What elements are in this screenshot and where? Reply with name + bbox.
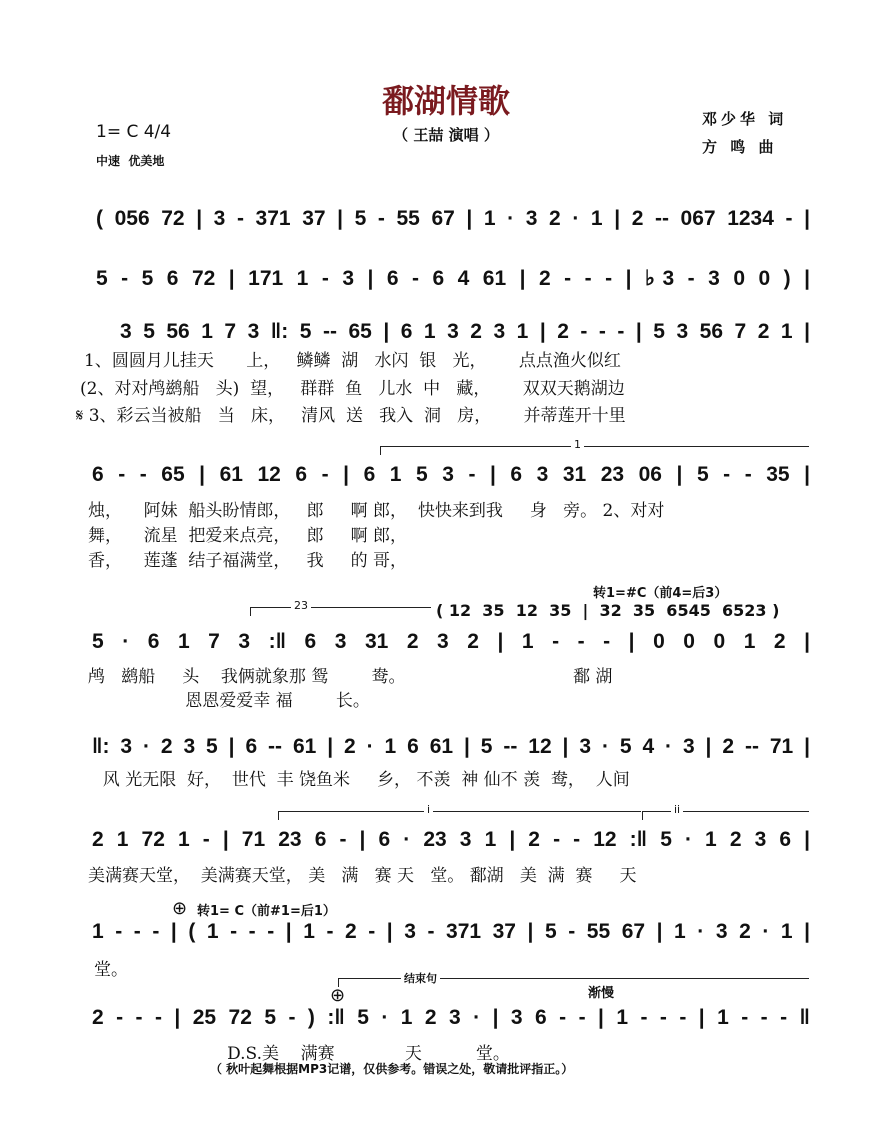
notation-row-9: 2 - - - | 25 72 5 - ) :‖ 5 · 1 2 3 · | 3 6 - - | 1 - - - | 1 - - - ‖	[92, 1006, 810, 1029]
second-ending-bracket	[250, 599, 431, 616]
song-title: 鄱湖情歌	[381, 82, 510, 120]
performer: （ 王喆 演唱 ）	[393, 126, 499, 144]
tempo-marking: 中速 优美地	[96, 154, 165, 168]
first-ending-label: 1	[571, 438, 584, 451]
coda-icon: ⊕	[172, 898, 188, 919]
lyric-line: (2、对对鸬鹚船 头) 望， 群群 鱼 儿水 中 藏， 双双天鹅湖边	[80, 379, 625, 399]
notation-row-3: 3 5 56 1 7 3 ‖: 5 -- 65 | 6 1 3 2 3 1 | 2 - - - | 5 3 56 7 2 1 |	[120, 320, 810, 343]
ending-ii-bracket	[642, 803, 809, 820]
notation-row-2: 5 - 5 6 72 | 171 1 - 3 | 6 - 6 4 61 | 2 - - - | ♭3 - 3 0 0 ) |	[96, 267, 810, 290]
interlude-notation: ( 12 35 12 35 | 32 35 6545 6523 )	[436, 601, 780, 620]
ritardando-mark: 渐慢	[588, 986, 615, 1001]
footer-note: （ 秋叶起舞根据MP3记谱，仅供参考。错误之处，敬请批评指正。）	[210, 1062, 574, 1076]
lyric-line: 堂。	[94, 960, 128, 980]
coda-bracket	[338, 972, 809, 987]
second-ending-label: 23	[291, 599, 311, 612]
notation-row-1: ( 056 72 | 3 - 371 37 | 5 - 55 67 | 1 · 3 2 · 1 | 2 -- 067 1234 - |	[96, 207, 810, 230]
lyric-line: 美满赛天堂， 美满赛天堂， 美 满 赛 天 堂。 鄱湖 美 满 赛 天	[88, 866, 637, 886]
lyric-line: 恩恩爱爱幸 福 长。	[88, 691, 370, 711]
modulation-mark: 转1= C（前#1=后1）	[197, 904, 336, 919]
notation-row-8: 1 - - - | ( 1 - - - | 1 - 2 - | 3 - 371 37 | 5 - 55 67 | 1 · 3 2 · 1 |	[92, 920, 810, 943]
ending-i-bracket	[278, 803, 641, 820]
lyric-line: 香， 莲蓬 结子福满堂， 我 的 哥，	[88, 551, 408, 571]
lyric-line: 舞， 流星 把爱来点亮， 郎 啊 郎，	[88, 526, 408, 546]
ending-i-label: i	[424, 803, 433, 816]
ending-ii-label: ii	[671, 803, 683, 816]
notation-row-5: 5 · 6 1 7 3 :‖ 6 3 31 2 3 2 | 1 - - - | 0 0 0 1 2 |	[92, 630, 810, 653]
coda-label: 结束句	[401, 970, 440, 986]
key-signature: 1= C 4/4	[96, 122, 172, 142]
notation-row-7: 2 1 72 1 - | 71 23 6 - | 6 · 23 3 1 | 2 - - 12 :‖ 5 · 1 2 3 6 |	[92, 828, 810, 851]
lyricist: 邓少华 词	[702, 110, 788, 128]
lyric-line: 𝄋 3、彩云当被船 当 床， 清风 送 我入 洞 房， 并蒂莲开十里	[76, 406, 626, 426]
notation-row-6: ‖: 3 · 2 3 5 | 6 -- 61 | 2 · 1 6 61 | 5 -- 12 | 3 · 5 4 · 3 | 2 -- 71 |	[92, 735, 810, 758]
lyric-line: 风 光无限 好， 世代 丰 饶鱼米 乡， 不羡 神 仙不 羡 鸯， 人间	[92, 770, 630, 790]
notation-row-4: 6 - - 65 | 61 12 6 - | 6 1 5 3 - | 6 3 31 23 06 | 5 - - 35 |	[92, 463, 810, 486]
modulation-mark: 转1=#C（前4=后3）	[593, 586, 728, 601]
coda-icon: ⊕	[330, 985, 346, 1006]
first-ending-bracket	[380, 438, 809, 455]
lyric-line: D.S.美 满赛 天 堂。	[92, 1044, 510, 1064]
composer: 方 鸣 曲	[702, 138, 778, 156]
lyric-line: 1、圆圆月儿挂天 上， 鳞鳞 湖 水闪 银 光， 点点渔火似红	[84, 351, 621, 371]
lyric-line: 烛， 阿妹 船头盼情郎， 郎 啊 郎， 快快来到我 身 旁。 2、对对	[88, 501, 665, 521]
lyric-line: 鸬 鹚船 头 我俩就象那 鸳 鸯。 鄱 湖	[88, 667, 613, 687]
